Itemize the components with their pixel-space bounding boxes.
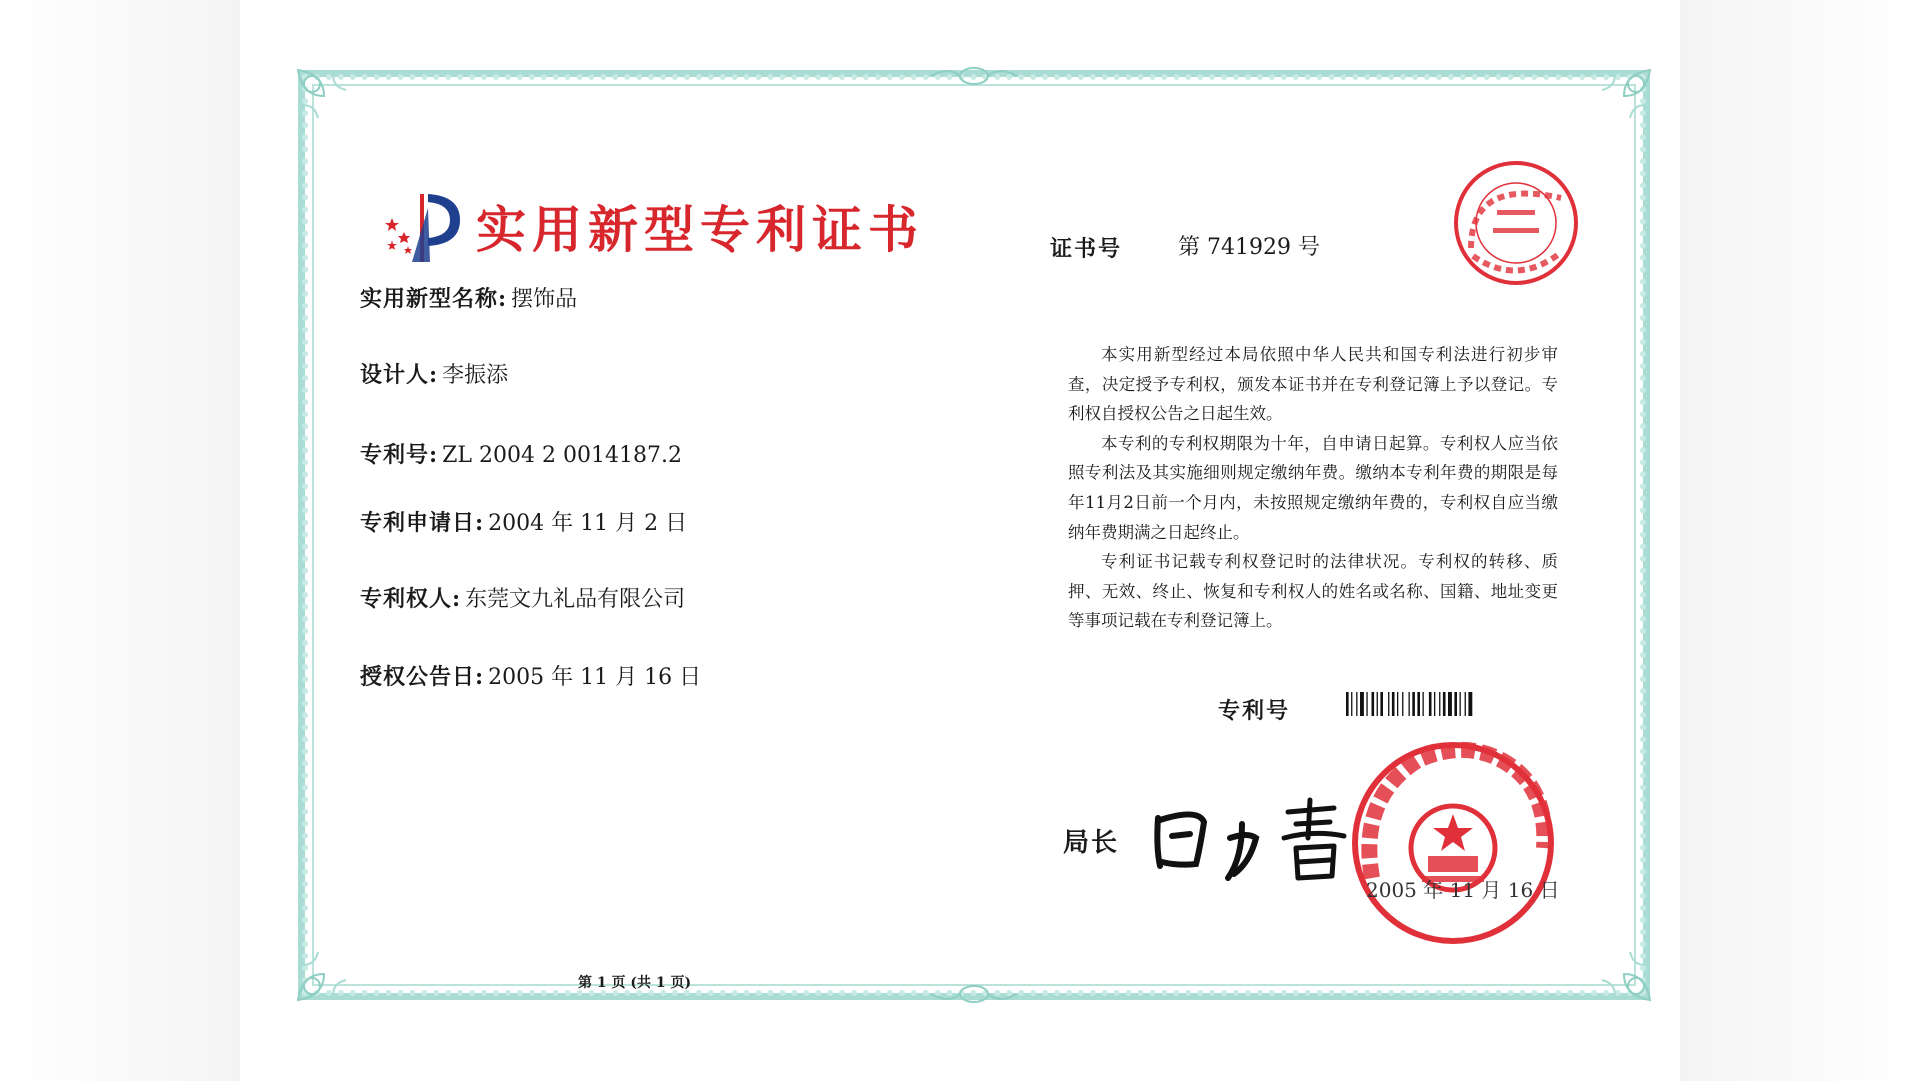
notice-paragraph: 本实用新型经过本局依照中华人民共和国专利法进行初步审查，决定授予专利权，颁发本证书并在专利登记簿上予以登记。专利权自授权公告之日起生效。 (1068, 345, 1558, 424)
field-patentee (360, 582, 685, 613)
corner-ornament (1594, 944, 1654, 1004)
field-designer (360, 358, 508, 389)
field-label: 专利号: (360, 442, 439, 468)
corner-ornament (294, 66, 354, 126)
document-title: 实用新型专利证书 (476, 200, 924, 259)
page-number: 第 1 页 (共 1 页) (578, 975, 692, 991)
field-label: 设计人: (360, 362, 439, 388)
official-seal (1348, 738, 1558, 948)
field-label: 专利申请日: (360, 510, 485, 536)
field-utility-model-name (360, 282, 577, 313)
field-patent-number (360, 438, 682, 469)
field-value: ZL 2004 2 0014187.2 (442, 443, 682, 468)
director-label: 局长 (1063, 828, 1120, 858)
legal-notice (1068, 340, 1558, 636)
right-background (1680, 0, 1920, 1081)
notice-paragraph: 专利证书记载专利权登记时的法律状况。专利权的转移、质押、无效、终止、恢复和专利权人的姓名或名称、国籍、地址变更等事项记载在专利登记簿上。 (1068, 552, 1558, 631)
notice-paragraph: 本专利的专利权期限为十年，自申请日起算。专利权人应当依照专利法及其实施细则规定缴纳年费。缴纳本专利年费的期限是每年11月2日前一个月内，未按照规定缴纳年费的，专利权自应当缴纳年费期满之日起终止。 (1068, 433, 1558, 542)
patent-certificate (298, 70, 1650, 1000)
issue-date: 2005 年 11 月 16 日 (1366, 878, 1560, 902)
field-value: 摆饰品 (511, 287, 578, 312)
field-value: 东莞文九礼品有限公司 (465, 587, 686, 612)
barcode-label: 专利号 (1218, 698, 1291, 724)
field-grant-date (360, 660, 701, 691)
sipo-logo-icon (378, 188, 468, 268)
certificate-number-value: 第 741929 号 (1178, 235, 1320, 260)
border-center-ornament (929, 982, 1019, 1006)
barcode-icon (1346, 692, 1532, 716)
border-center-ornament (929, 64, 1019, 88)
field-label: 专利权人: (360, 586, 462, 612)
field-application-date (360, 506, 687, 537)
left-background (0, 0, 240, 1081)
field-value: 2005 年 11 月 16 日 (488, 665, 702, 690)
director-signature (1138, 778, 1378, 888)
tax-stamp-seal (1451, 158, 1581, 288)
field-value: 李振添 (442, 363, 509, 388)
field-label: 授权公告日: (360, 664, 485, 690)
field-value: 2004 年 11 月 2 日 (488, 511, 688, 536)
certificate-number-label: 证书号 (1050, 236, 1123, 262)
field-label: 实用新型名称: (360, 286, 508, 312)
corner-ornament (1594, 66, 1654, 126)
corner-ornament (294, 944, 354, 1004)
